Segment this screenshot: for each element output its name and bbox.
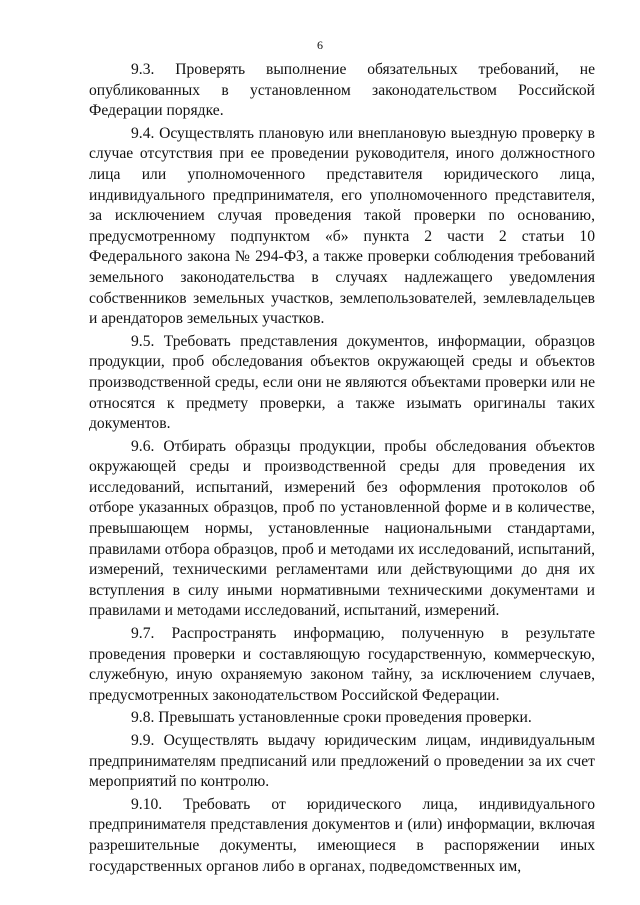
paragraph-9-5: 9.5. Требовать представления документов, информации, образцов продукции, проб обследования объектов окружающей среды и объектов производственной среды, если они не являются объектами проверки или не относятся к предмету проверки, а также изымать оригиналы таких документов. <box>89 332 595 433</box>
paragraph-9-8: 9.8. Превышать установленные сроки проведения проверки. <box>131 709 532 727</box>
document-body <box>89 60 595 879</box>
paragraph-9-9: 9.9. Осуществлять выдачу юридическим лицам, индивидуальным предпринимателям предписаний или предложений о проведении за их счет мероприятий по контролю. <box>89 732 595 791</box>
paragraph-9-10: 9.10. Требовать от юридического лица, индивидуального предпринимателя представления документов и (или) информации, включая разрешительные документы, имеющиеся в распоряжении иных государственных органов либо в органах, подведомственных им, <box>89 795 595 875</box>
page-number: 6 <box>317 38 323 52</box>
paragraph-9-3: 9.3. Проверять выполнение обязательных требований, не опубликованных в установленном законодательством Российской Федерации порядке. <box>89 61 595 120</box>
paragraph-9-7: 9.7. Распространять информацию, полученную в результате проведения проверки и составляющую государственную, коммерческую, служебную, иную охраняемую законом тайну, за исключением случаев, предусмотренных законодательством Российской Федерации. <box>89 625 595 704</box>
paragraph-9-4: 9.4. Осуществлять плановую или внеплановую выездную проверку в случае отсутствия при ее проведении руководителя, иного должностного лица или уполномоченного представителя юридического лица, индивидуального предпринимателя, его уполномоченного представителя, за исключением случая проведения такой проверки по основанию, предусмотренному подпунктом «б» пункта 2 части 2 статьи 10 Федерального закона № 294-ФЗ, а также проверки соблюдения требований земельного законодательства в случаях надлежащего уведомления собственников земельных участков, землепользователей, землевладельцев и арендаторов земельных участков. <box>89 124 595 328</box>
paragraph-9-6: 9.6. Отбирать образцы продукции, пробы обследования объектов окружающей среды и производственной среды для проведения их исследований, испытаний, измерений без оформления протоколов об отборе указанных образцов, проб по установленной форме и в количестве, превышающем нормы, установленные национальными стандартами, правилами отбора образцов, проб и методами их исследований, испытаний, измерений, техническими регламентами или действующими до дня их вступления в силу иными нормативными техническими документами и правилами и методами исследований, испытаний, измерений. <box>89 437 595 620</box>
